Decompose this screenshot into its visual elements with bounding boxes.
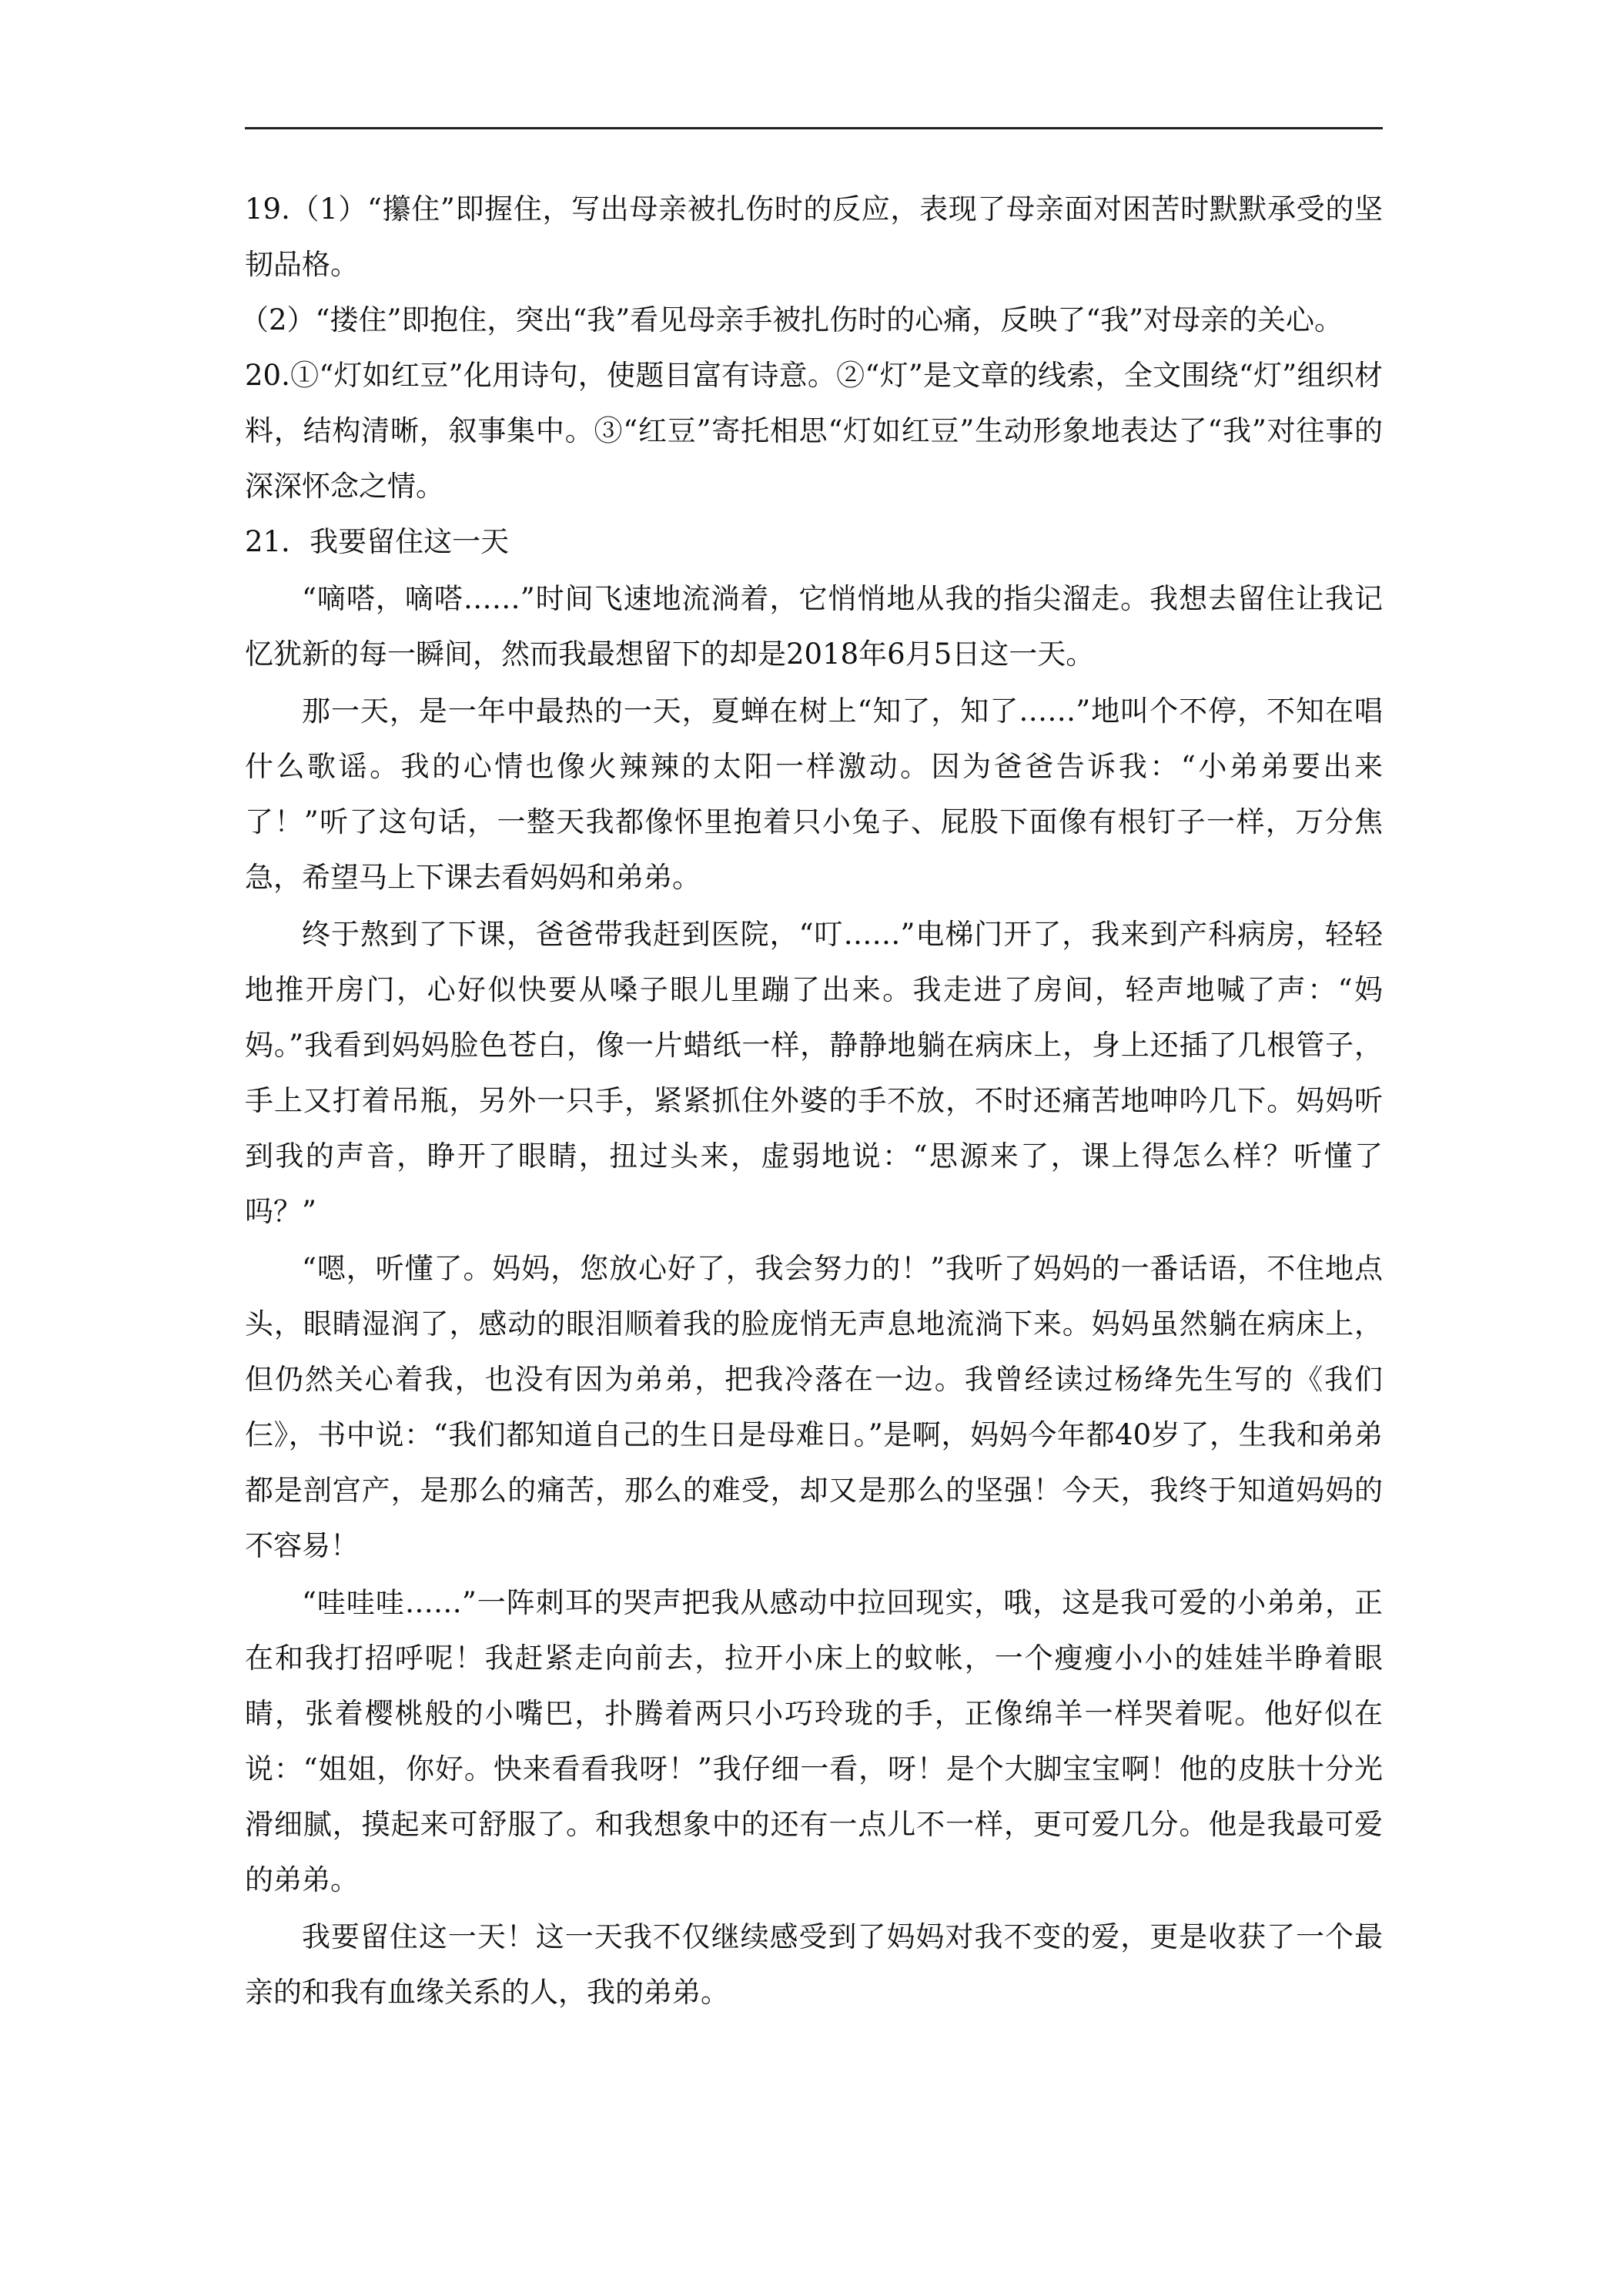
essay-paragraph-3: 终于熬到了下课，爸爸带我赶到医院，“叮……”电梯门开了，我来到产科病房，轻轻地推开房门，心好似快要从嗓子眼儿里蹦了出来。我走进了房间，轻声地喊了声：“妈妈。”我看到妈妈脸色苍白，像一片蜡纸一样，静静地躺在病床上，身上还插了几根管子，手上又打着吊瓶，另外一只手，紧紧抓住外婆的手不放，不时还痛苦地呻吟几下。妈妈听到我的声音，睁开了眼睛，扭过头来，虚弱地说：“思源来了，课上得怎么样？听懂了吗？” (245, 918, 1383, 1228)
answer-content (240, 182, 1383, 2020)
answer-19-part-2: （2）“搂住”即抱住，突出“我”看见母亲手被扎伤时的心痛，反映了“我”对母亲的关心。 (240, 303, 1344, 336)
essay-paragraph-6: 我要留住这一天！这一天我不仅继续感受到了妈妈对我不变的爱，更是收获了一个最亲的和我有血缘关系的人，我的弟弟。 (245, 1920, 1383, 2009)
header-rule (245, 127, 1383, 129)
essay-paragraph-2: 那一天，是一年中最热的一天，夏蝉在树上“知了，知了……”地叫个不停，不知在唱什么歌谣。我的心情也像火辣辣的太阳一样激动。因为爸爸告诉我：“小弟弟要出来了！”听了这句话，一整天我都像怀里抱着只小兔子、屁股下面像有根钉子一样，万分焦急，希望马上下课去看妈妈和弟弟。 (245, 694, 1383, 894)
essay-paragraph-5: “哇哇哇……”一阵刺耳的哭声把我从感动中拉回现实，哦，这是我可爱的小弟弟，正在和我打招呼呢！我赶紧走向前去，拉开小床上的蚊帐，一个瘦瘦小小的娃娃半睁着眼睛，张着樱桃般的小嘴巴，扑腾着两只小巧玲珑的手，正像绵羊一样哭着呢。他好似在说：“姐姐，你好。快来看看我呀！”我仔细一看，呀！是个大脚宝宝啊！他的皮肤十分光滑细腻，摸起来可舒服了。和我想象中的还有一点儿不一样，更可爱几分。他是我最可爱的弟弟。 (245, 1586, 1383, 1896)
answer-21-title: 21．我要留住这一天 (245, 525, 510, 558)
answer-19-part-1: 19.（1）“攥住”即握住，写出母亲被扎伤时的反应，表现了母亲面对困苦时默默承受的坚韧品格。 (245, 192, 1383, 281)
essay-paragraph-4: “嗯，听懂了。妈妈，您放心好了，我会努力的！”我听了妈妈的一番话语，不住地点头，眼睛湿润了，感动的眼泪顺着我的脸庞悄无声息地流淌下来。妈妈虽然躺在病床上，但仍然关心着我，也没有因为弟弟，把我冷落在一边。我曾经读过杨绛先生写的《我们仨》，书中说：“我们都知道自己的生日是母难日。”是啊，妈妈今年都40岁了，生我和弟弟都是剖宫产，是那么的痛苦，那么的难受，却又是那么的坚强！今天，我终于知道妈妈的不容易！ (245, 1252, 1383, 1562)
essay-paragraph-1: “嘀嗒，嘀嗒……”时间飞速地流淌着，它悄悄地从我的指尖溜走。我想去留住让我记忆犹新的每一瞬间，然而我最想留下的却是2018年6月5日这一天。 (245, 582, 1383, 671)
answer-20: 20.①“灯如红豆”化用诗句，使题目富有诗意。②“灯”是文章的线索，全文围绕“灯”组织材料，结构清晰，叙事集中。③“红豆”寄托相思“灯如红豆”生动形象地表达了“我”对往事的深深怀念之情。 (245, 359, 1383, 503)
